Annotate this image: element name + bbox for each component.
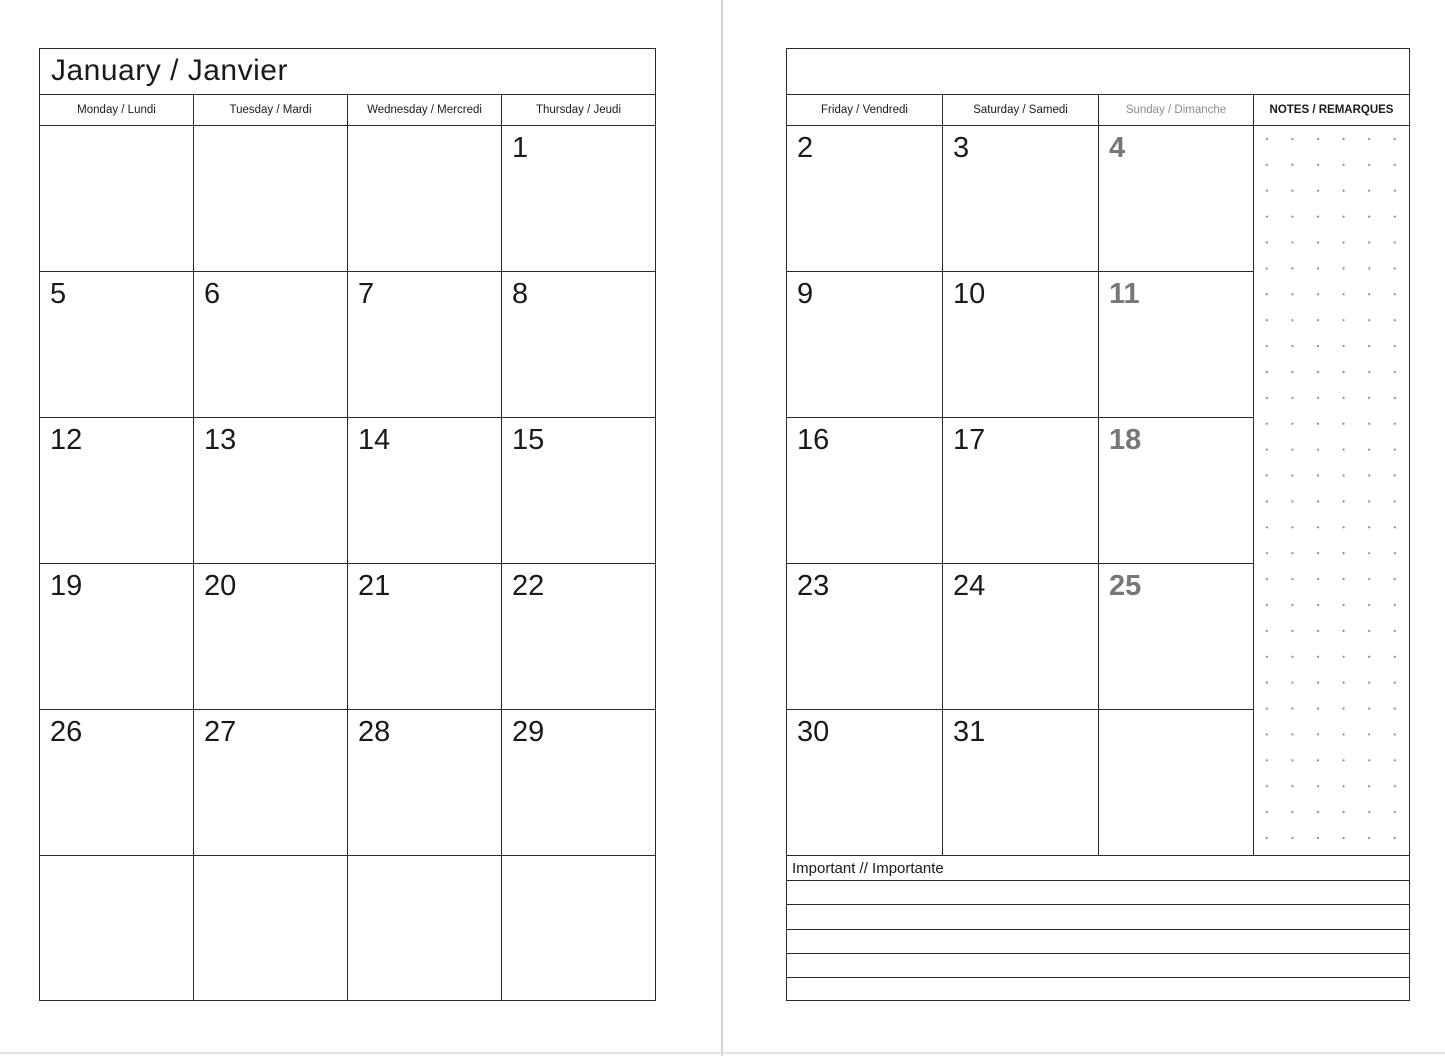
day-cell[interactable] [194,564,348,710]
month-title-band [40,49,655,95]
day-cell[interactable] [40,272,194,418]
day-number: 5 [50,278,67,310]
day-cell[interactable] [787,564,943,710]
day-cell[interactable] [348,272,502,418]
day-cell[interactable] [348,856,502,1000]
right-day-grid [787,126,1254,856]
day-cell[interactable] [348,126,502,272]
day-cell[interactable] [1099,126,1254,272]
important-rule [787,953,1409,954]
day-number: 16 [797,424,830,456]
day-number: 14 [358,424,391,456]
page-bottom-edge [0,1052,1445,1054]
day-number: 10 [953,278,986,310]
day-cell[interactable] [502,856,655,1000]
day-cell[interactable] [502,418,655,564]
left-day-header-row [40,95,655,126]
day-number: 29 [512,716,545,748]
day-cell[interactable] [40,418,194,564]
day-cell[interactable] [943,272,1099,418]
day-cell[interactable] [194,418,348,564]
day-cell[interactable] [40,126,194,272]
day-cell[interactable] [40,564,194,710]
important-rule [787,880,1409,881]
day-number: 9 [797,278,814,310]
day-number: 2 [797,132,814,164]
day-number: 13 [204,424,237,456]
right-title-band [787,49,1409,95]
day-header-saturday: Saturday / Samedi [943,95,1099,125]
important-section [787,856,1409,1000]
day-cell[interactable] [1099,272,1254,418]
day-number: 6 [204,278,221,310]
day-cell[interactable] [502,126,655,272]
day-number: 18 [1109,424,1142,456]
day-number: 23 [797,570,830,602]
day-cell[interactable] [348,418,502,564]
day-number: 1 [512,132,529,164]
day-number: 21 [358,570,391,602]
day-cell[interactable] [1099,418,1254,564]
day-cell[interactable] [943,418,1099,564]
day-number: 30 [797,716,830,748]
day-cell[interactable] [502,272,655,418]
day-cell[interactable] [502,710,655,856]
left-day-grid [40,126,655,1000]
day-number: 7 [358,278,375,310]
day-header-tuesday: Tuesday / Mardi [194,95,348,125]
day-number: 8 [512,278,529,310]
day-cell[interactable] [943,710,1099,856]
right-day-header-row [787,95,1409,126]
day-cell[interactable] [194,272,348,418]
day-cell[interactable] [787,418,943,564]
day-number: 26 [50,716,83,748]
page-gutter [721,0,723,1056]
day-number: 4 [1109,132,1126,164]
day-cell[interactable] [1099,710,1254,856]
day-cell[interactable] [787,710,943,856]
day-number: 12 [50,424,83,456]
day-cell[interactable] [40,856,194,1000]
day-number: 17 [953,424,986,456]
day-number: 31 [953,716,986,748]
day-number: 20 [204,570,237,602]
day-number: 15 [512,424,545,456]
day-cell[interactable] [1099,564,1254,710]
day-cell[interactable] [348,564,502,710]
important-rule [787,904,1409,905]
notes-dot-grid[interactable] [1254,126,1409,856]
day-cell[interactable] [194,710,348,856]
important-rule [787,929,1409,930]
day-cell[interactable] [194,126,348,272]
day-header-monday: Monday / Lundi [40,95,194,125]
day-cell[interactable] [502,564,655,710]
day-cell[interactable] [40,710,194,856]
important-label: Important // Importante [792,860,944,877]
day-header-sunday: Sunday / Dimanche [1099,95,1254,125]
notes-header: NOTES / REMARQUES [1269,104,1394,116]
day-number: 24 [953,570,986,602]
day-number: 11 [1109,278,1140,310]
day-header-friday: Friday / Vendredi [787,95,943,125]
right-calendar-page [786,48,1410,1001]
day-cell[interactable] [787,126,943,272]
day-number: 19 [50,570,83,602]
day-number: 28 [358,716,391,748]
month-title: January / Janvier [51,54,288,87]
day-cell[interactable] [194,856,348,1000]
day-number: 3 [953,132,970,164]
day-cell[interactable] [348,710,502,856]
day-number: 27 [204,716,237,748]
day-cell[interactable] [943,126,1099,272]
day-header-thursday: Thursday / Jeudi [535,104,621,116]
day-header-wednesday: Wednesday / Mercredi [348,95,502,125]
left-calendar-page [39,48,656,1001]
day-cell[interactable] [787,272,943,418]
day-cell[interactable] [943,564,1099,710]
day-number: 25 [1109,570,1142,602]
day-number: 22 [512,570,545,602]
important-rule [787,977,1409,978]
